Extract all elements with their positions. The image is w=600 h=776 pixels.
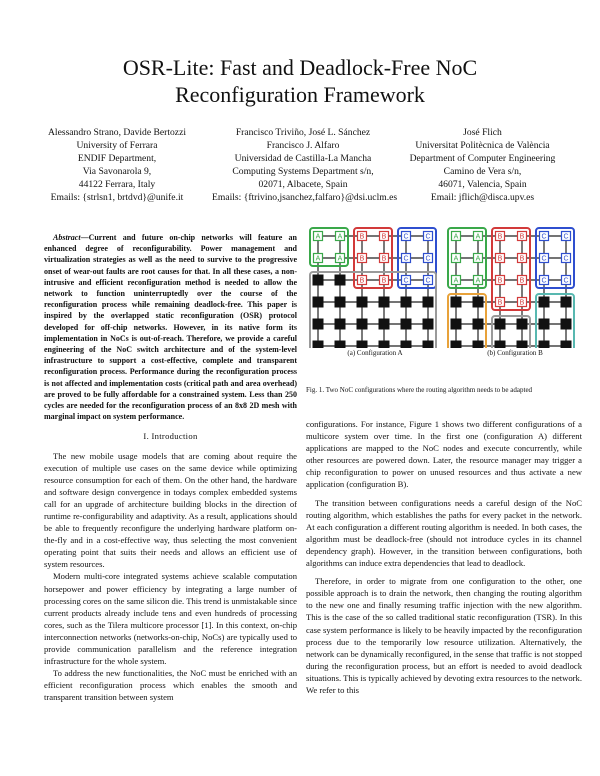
author-line: 46071, Valencia, Spain — [438, 179, 527, 190]
author-line: ENDIF Department, — [77, 153, 157, 164]
router-node-off — [473, 297, 484, 308]
router-node-off — [313, 275, 324, 286]
node-label: A — [315, 255, 321, 263]
router-node-off — [379, 319, 390, 330]
router-node-off — [517, 319, 528, 330]
node-label: B — [497, 255, 503, 263]
router-node-off — [335, 341, 346, 349]
node-label: B — [497, 277, 503, 285]
node-label: B — [381, 277, 387, 285]
router-node-off — [335, 297, 346, 308]
right-column — [306, 418, 582, 696]
node-label: C — [425, 233, 431, 241]
router-node-off — [379, 341, 390, 349]
paragraph: To address the new functionalities, the NoC must be enriched with an efficient reconfiguration process which enables the smooth and transparent transition between system — [44, 668, 297, 703]
router-node-off — [357, 341, 368, 349]
author-line: Universidad de Castilla-La Mancha — [234, 153, 372, 164]
router-node-off — [561, 297, 572, 308]
author-line: Email: jflich@disca.upv.es — [430, 192, 535, 203]
router-node-off — [423, 341, 434, 349]
node-label: C — [425, 277, 431, 285]
abstract-body: —Current and future on-chip networks will feature an enhanced degree of reconfigurability. Power management and virtualization strategies as well as the need to survive to the progressive onset of wear-out faults are root causes for that. In all these cases, a non-intrusive and efficient reconfiguration method is needed to allow the network to function uninterruptedly over the course of the reconfiguration process while remaining deadlock-free. This paper is inspired by the overlapped static reconfiguration (OSR) protocol developed for off-chip networks. However, in its native form its implementation in NoCs is out-of-reach. Therefore, we provide a careful engineering of the NoC switch architecture and of the system-level infrastructure to support a cost-effective, complete and transparent reconfiguration process. Performance during the reconfiguration process is not affected and implementation costs (critical path and area overhead) are proved to be fully affordable for a constrained system. Less than 250 cycles are needed for the reconfiguration process of an 8x8 2D mesh with marginal impact on system performance. — [44, 233, 297, 422]
region-outline — [310, 272, 436, 348]
author-block-3 — [390, 126, 575, 204]
section-heading: I. Introduction — [143, 431, 198, 442]
router-node-off — [539, 319, 550, 330]
author-line: Alessandro Strano, Davide Bertozzi — [47, 127, 186, 138]
node-label: C — [563, 277, 569, 285]
router-node-off — [357, 297, 368, 308]
node-label: C — [541, 255, 547, 263]
router-node-off — [401, 341, 412, 349]
node-label: B — [381, 233, 387, 241]
router-node-off — [451, 341, 462, 349]
router-node-off — [561, 341, 572, 349]
node-label: C — [425, 255, 431, 263]
router-node-off — [561, 319, 572, 330]
node-label: C — [541, 277, 547, 285]
author-line: Via Savonarola 9, — [82, 166, 152, 177]
author-line: 44122 Ferrara, Italy — [78, 179, 156, 190]
title-line-1: OSR-Lite: Fast and Deadlock-Free NoC — [122, 55, 478, 80]
router-node-off — [423, 297, 434, 308]
router-node-off — [401, 297, 412, 308]
author-block-1 — [22, 126, 212, 204]
left-column — [44, 232, 297, 704]
router-node-off — [357, 319, 368, 330]
router-node-off — [423, 319, 434, 330]
router-node-off — [313, 297, 324, 308]
abstract-lead: Abstract — [53, 233, 81, 242]
node-label: B — [519, 233, 525, 241]
router-node-off — [495, 319, 506, 330]
node-label: A — [453, 233, 459, 241]
author-line: Emails: {ftrivino,jsanchez,falfaro}@dsi.uclm.es — [212, 192, 398, 203]
node-label: C — [541, 233, 547, 241]
paragraph: Therefore, in order to migrate from one configuration to the other, one possible approach is to drain the network, then changing the routing algorithm to the new one and finally resuming traffic injection with the new algorithm. This is the case of the so called traditional static reconfiguration (TSR). In this case system performance is likely to be heavily impacted by the reconfiguration process due to the temporarily low resource utilization. Alternatively, the network can be dynamically reconfigured, in the sense that traffic is not stopped during the reconfiguration process, but an effort is needed to avoid deadlock situations. This is typically achieved by devoting extra resources to the network. We refer to this — [306, 576, 582, 695]
node-label: C — [563, 255, 569, 263]
node-label: A — [475, 255, 481, 263]
node-label: C — [403, 277, 409, 285]
paragraph: The new mobile usage models that are coming about require the execution of multiple use cases on the same device while optimizing resource consumption for each of them. On the other hand, the hardware and software design convergence in todays complex embedded systems call for an upgrade of architecture building blocks in the direction of runtime re-configurability and adaptivity. As a result, applications should be able to frequently reconfigure the underlying hardware platform on-the-fly and in a cost-effective way, thus selecting the most convenient operating point that suits their needs and allows an efficient use of system resources. — [44, 450, 297, 570]
paragraph: Modern multi-core integrated systems achieve scalable computation horsepower and power efficiency by integrating a large number of processing cores on the same silicon die. This trend is unmistakable since current products already include tens and even hundreds of processing cores, such as the Tilera multicore processor [1]. In this context, on-chip interconnection networks (networks-on-chip, NoCs) are typically used to provide communication parallelism and the reference integration infrastructure for the whole system. — [44, 571, 297, 667]
node-label: B — [381, 255, 387, 263]
configuration-a-diagram — [310, 228, 436, 348]
router-node-off — [539, 341, 550, 349]
router-node-off — [335, 275, 346, 286]
subcaption-a: (a) Configuration A — [347, 349, 403, 357]
node-label: B — [359, 255, 365, 263]
author-line: 02071, Albacete, Spain — [258, 179, 348, 190]
router-node-off — [451, 297, 462, 308]
node-label: B — [359, 233, 365, 241]
router-node-off — [401, 319, 412, 330]
node-label: A — [315, 233, 321, 241]
author-line: Computing Systems Department s/n, — [232, 166, 374, 177]
router-node-off — [473, 319, 484, 330]
author-line: Francisco Triviño, José L. Sánchez — [235, 127, 371, 138]
node-label: A — [475, 277, 481, 285]
author-line: Emails: {strlsn1, brtdvd}@unife.it — [50, 192, 184, 203]
title-line-2: Reconfiguration Framework — [175, 82, 425, 107]
author-line: Department of Computer Engineering — [409, 153, 556, 164]
router-node-off — [335, 319, 346, 330]
paragraph: The transition between configurations needs a careful design of the NoC routing algorithm, which establishes the paths for every packet in the network. At each configuration a different routing algorithm is needed. In both cases, the algorithm must be deadlock-free (should not introduce cycles in its channel dependency graph). However, in the transition between configurations, both algorithms can induce extra dependencies that lead to deadlock. — [306, 497, 582, 569]
router-node-off — [539, 297, 550, 308]
paper-title — [0, 54, 600, 108]
router-node-off — [451, 319, 462, 330]
node-label: B — [497, 299, 503, 307]
author-line: Francisco J. Alfaro — [266, 140, 340, 151]
node-label: A — [453, 277, 459, 285]
abstract — [44, 232, 297, 422]
router-node-off — [495, 341, 506, 349]
author-line: José Flich — [463, 127, 502, 138]
author-line: Universitat Politècnica de València — [415, 140, 550, 151]
configuration-b-diagram — [448, 228, 574, 348]
router-node-off — [313, 341, 324, 349]
router-node-off — [379, 297, 390, 308]
router-node-off — [517, 341, 528, 349]
author-block-2 — [212, 126, 398, 204]
author-line: University of Ferrara — [76, 140, 158, 151]
node-label: B — [519, 277, 525, 285]
node-label: B — [519, 299, 525, 307]
node-label: C — [403, 255, 409, 263]
node-label: A — [453, 255, 459, 263]
node-label: C — [403, 233, 409, 241]
node-label: A — [337, 255, 343, 263]
paragraph: configurations. For instance, Figure 1 shows two different configurations of a multicore system over time. In the first one (configuration A) different applications are mapped to the NoC nodes and execute concurrently, while other resources are powered down. Later, the resource manager may trigger a chip reconfiguration to power on unused resources and thus activate a new application (configuration B). — [306, 419, 582, 490]
figure-noc-configurations — [306, 224, 584, 348]
node-label: A — [337, 233, 343, 241]
node-label: B — [359, 277, 365, 285]
subcaption-b: (b) Configuration B — [487, 349, 543, 357]
figure-caption: Fig. 1. Two NoC configurations where the routing algorithm needs to be adapted — [306, 386, 533, 394]
node-label: A — [475, 233, 481, 241]
router-node-off — [473, 341, 484, 349]
node-label: C — [563, 233, 569, 241]
router-node-off — [313, 319, 324, 330]
node-label: B — [519, 255, 525, 263]
author-line: Camino de Vera s/n, — [443, 166, 522, 177]
node-label: B — [497, 233, 503, 241]
